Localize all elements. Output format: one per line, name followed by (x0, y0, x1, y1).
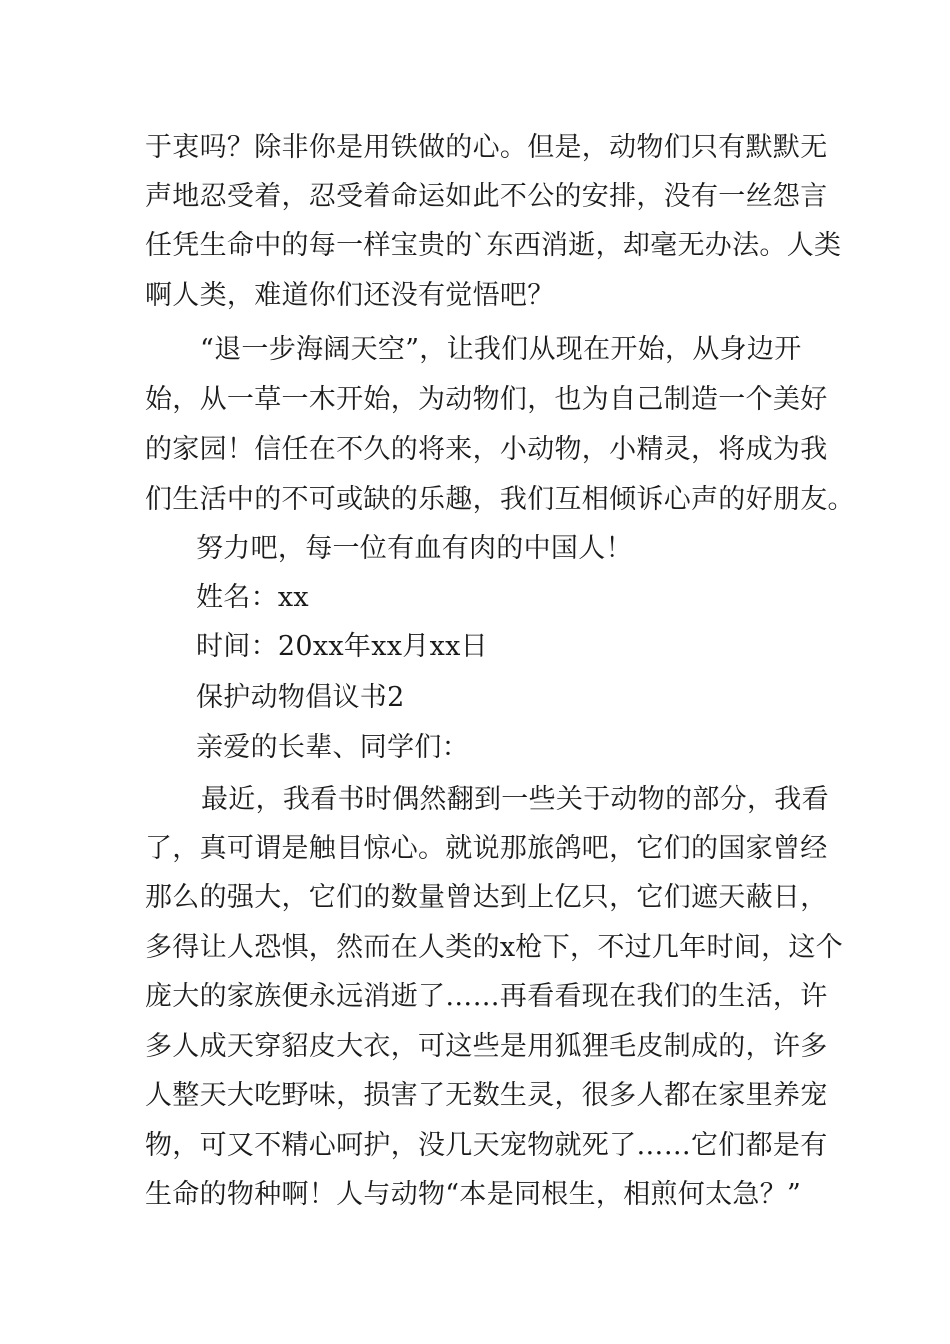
text-line: 努力吧，每一位有血有肉的中国人！ (196, 533, 633, 564)
text-line: 那么的强大，它们的数量曾达到上亿只，它们遮天蔽日， (145, 882, 828, 913)
text-line: 啊人类，难道你们还没有觉悟吧？ (145, 280, 555, 311)
text-line: 始，从一草一木开始，为动物们，也为自己制造一个美好 (145, 384, 828, 415)
text-line: 声地忍受着，忍受着命运如此不公的安排，没有一丝怨言 (145, 181, 828, 212)
text-line: 多得让人恐惧，然而在人类的x枪下，不过几年时间，这个 (145, 932, 844, 963)
text-line: 了，真可谓是触目惊心。就说那旅鸽吧，它们的国家曾经 (145, 833, 828, 864)
text-line: 于衷吗？除非你是用铁做的心。但是，动物们只有默默无 (145, 132, 828, 163)
text-line: 人整天大吃野味，损害了无数生灵，很多人都在家里养宠 (145, 1080, 828, 1111)
author-name: 姓名：xx (196, 582, 309, 613)
text-line: 物，可又不精心呵护，没几天宠物就死了……它们都是有 (145, 1130, 828, 1161)
text-line: 多人成天穿貂皮大衣，可这些是用狐狸毛皮制成的，许多 (145, 1031, 828, 1062)
text-line: 最近，我看书时偶然翻到一些关于动物的部分，我看 (201, 784, 829, 815)
section-title: 保护动物倡议书2 (196, 682, 405, 713)
salutation: 亲爱的长辈、同学们： (196, 732, 469, 763)
text-line: 庞大的家族便永远消逝了……再看看现在我们的生活，许 (145, 981, 828, 1012)
text-line: 的家园！信任在不久的将来，小动物，小精灵，将成为我 (145, 434, 828, 465)
date-line: 时间：20xx年xx月xx日 (196, 631, 488, 662)
text-line: “退一步海阔天空”，让我们从现在开始，从身边开 (200, 334, 802, 365)
text-line: 们生活中的不可或缺的乐趣，我们互相倾诉心声的好朋友。 (145, 484, 855, 515)
text-line: 生命的物种啊！人与动物“本是同根生，相煎何太急？” (145, 1179, 802, 1210)
text-line: 任凭生命中的每一样宝贵的`东西消逝，却毫无办法。人类 (145, 230, 842, 261)
